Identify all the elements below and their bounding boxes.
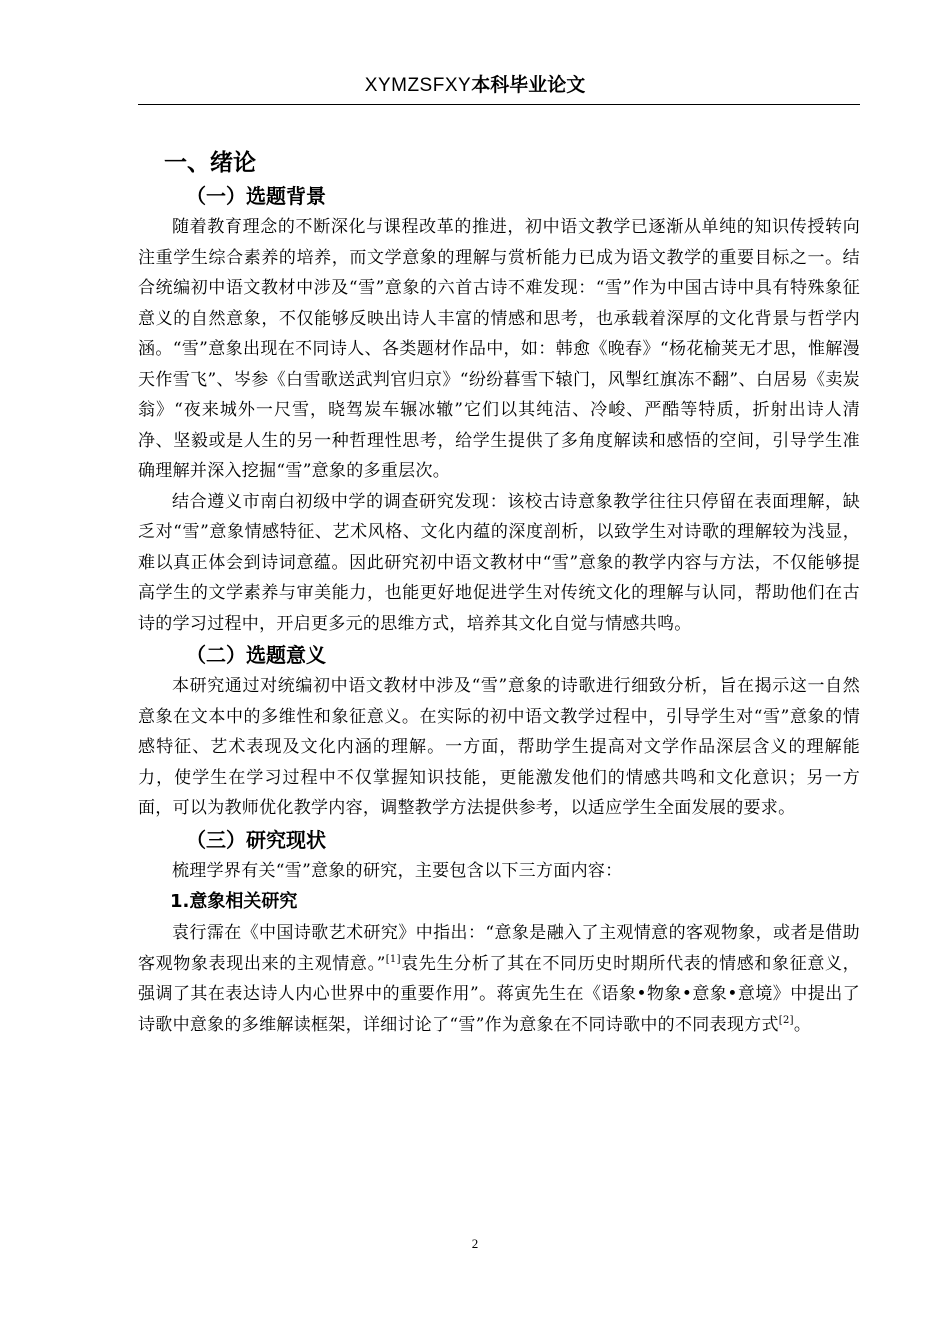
header-rule xyxy=(138,104,860,105)
paragraph-background-2: 结合遵义市南白初级中学的调查研究发现：该校古诗意象教学往往只停留在表面理解，缺乏对“雪”意象情感特征、艺术风格、文化内蕴的深度剖析，以致学生对诗歌的理解较为浅显，难以真正体会到诗词意蕴。因此研究初中语文教材中“雪”意象的教学内容与方法，不仅能够提高学生的文学素养与审美能力，也能更好地促进学生对传统文化的理解与认同，帮助他们在古诗的学习过程中，开启更多元的思维方式，培养其文化自觉与情感共鸣。 xyxy=(138,491,860,634)
paragraph-research-intro: 梳理学界有关“雪”意象的研究，主要包含以下三方面内容： xyxy=(172,860,623,881)
imagery-text-c: 。 xyxy=(793,1014,812,1035)
chapter-title: 一、绪论 xyxy=(164,150,256,176)
section-title-research-status: （三）研究现状 xyxy=(186,827,326,852)
page-number: 2 xyxy=(471,1236,479,1251)
paragraph-significance: 本研究通过对统编初中语文教材中涉及“雪”意象的诗歌进行细致分析，旨在揭示这一自然意象在文本中的多维性和象征意义。在实际的初中语文教学过程中，引导学生对“雪”意象的情感特征、艺术表现及文化内涵的理解。一方面，帮助学生提高对文学作品深层含义的理解能力，使学生在学习过程中不仅掌握知识技能，更能激发他们的情感共鸣和文化意识；另一方面，可以为教师优化教学内容，调整教学方法提供参考，以适应学生全面发展的要求。 xyxy=(138,676,860,818)
header-school-code: XYMZSFXY xyxy=(364,75,472,96)
header-thesis-label: 本科毕业论文 xyxy=(471,74,586,96)
paragraph-imagery xyxy=(138,918,860,1040)
imagery-text-b: 袁先生分析了其在不同历史时期所代表的情感和象征意义，强调了其在表达诗人内心世界中的重要作用”。蒋寅先生在《语象•物象•意象•意境》中提出了诗歌中意象的多维解读框架，详细讨论了“雪”作为意象在不同诗歌中的不同表现方式 xyxy=(138,953,860,1035)
page-body xyxy=(138,146,860,1040)
imagery-text-a: 袁行霈在《中国诗歌艺术研究》中指出：“意象是融入了主观情意的客观物象，或者是借助客观物象表现出来的主观情意。” xyxy=(138,923,860,974)
page-header xyxy=(0,72,950,99)
section-title-significance: （二）选题意义 xyxy=(186,643,326,667)
section-title-background: （一）选题背景 xyxy=(186,184,326,208)
citation-1: [1] xyxy=(385,953,401,965)
subsection-title-imagery: 1.意象相关研究 xyxy=(170,891,298,912)
paragraph-background-1: 随着教育理念的不断深化与课程改革的推进，初中语文教学已逐渐从单纯的知识传授转向注重学生综合素养的培养，而文学意象的理解与赏析能力已成为语文教学的重要目标之一。结合统编初中语文教材中涉及“雪”意象的六首古诗不难发现：“雪”作为中国古诗中具有特殊象征意义的自然意象，不仅能够反映出诗人丰富的情感和思考，也承载着深厚的文化背景与哲学内涵。“雪”意象出现在不同诗人、各类题材作品中，如：韩愈《晚春》“杨花榆荚无才思，惟解漫天作雪飞”、岑参《白雪歌送武判官归京》“纷纷暮雪下辕门，风掣红旗冻不翻”、白居易《卖炭翁》“夜来城外一尺雪，晓驾炭车辗冰辙”它们以其纯洁、冷峻、严酷等特质，折射出诗人清净、坚毅或是人生的另一种哲理性思考，给学生提供了多角度解读和感悟的空间，引导学生准确理解并深入挖掘“雪”意象的多重层次。 xyxy=(138,217,860,481)
citation-2: [2] xyxy=(778,1014,794,1026)
